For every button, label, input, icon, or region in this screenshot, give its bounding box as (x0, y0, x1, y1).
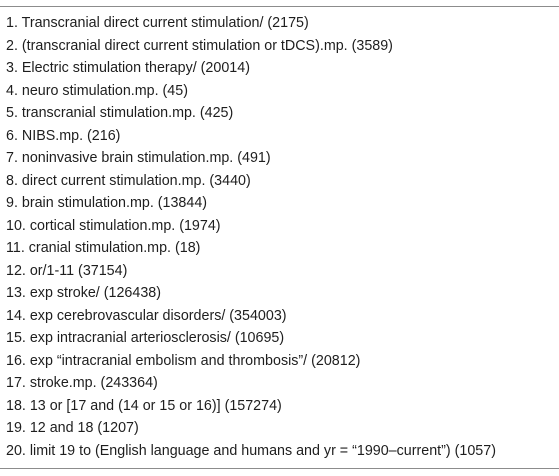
search-line-2: 2. (transcranial direct current stimulation or tDCS).mp. (3589) (6, 37, 393, 54)
search-line-18: 18. 13 or [17 and (14 or 15 or 16)] (157274) (6, 397, 282, 414)
search-line-3: 3. Electric stimulation therapy/ (20014) (6, 60, 250, 76)
search-line-14: 14. exp cerebrovascular disorders/ (354003) (6, 307, 287, 324)
search-line-20: 20. limit 19 to (English language and humans and yr = “1990–current”) (1057) (6, 442, 496, 459)
search-line-6: 6. NIBS.mp. (216) (6, 127, 121, 144)
search-line-19: 19. 12 and 18 (1207) (6, 420, 139, 436)
search-line-11: 11. cranial stimulation.mp. (18) (6, 240, 201, 256)
search-line-9: 9. brain stimulation.mp. (13844) (6, 195, 208, 211)
search-line-4: 4. neuro stimulation.mp. (45) (6, 82, 188, 99)
search-line-1: 1. Transcranial direct current stimulation/ (2175) (6, 15, 309, 31)
search-line-16: 16. exp “intracranial embolism and thrombosis”/ (20812) (6, 352, 361, 369)
search-line-8: 8. direct current stimulation.mp. (3440) (6, 172, 251, 189)
search-line-5: 5. transcranial stimulation.mp. (425) (6, 105, 234, 121)
search-line-17: 17. stroke.mp. (243364) (6, 375, 158, 391)
search-line-10: 10. cortical stimulation.mp. (1974) (6, 217, 221, 234)
search-line-15: 15. exp intracranial arteriosclerosis/ (10695) (6, 330, 285, 346)
search-line-7: 7. noninvasive brain stimulation.mp. (491) (6, 150, 271, 166)
search-strategy-table (0, 6, 559, 469)
search-line-12: 12. or/1-11 (37154) (6, 262, 128, 279)
search-line-13: 13. exp stroke/ (126438) (6, 285, 161, 301)
